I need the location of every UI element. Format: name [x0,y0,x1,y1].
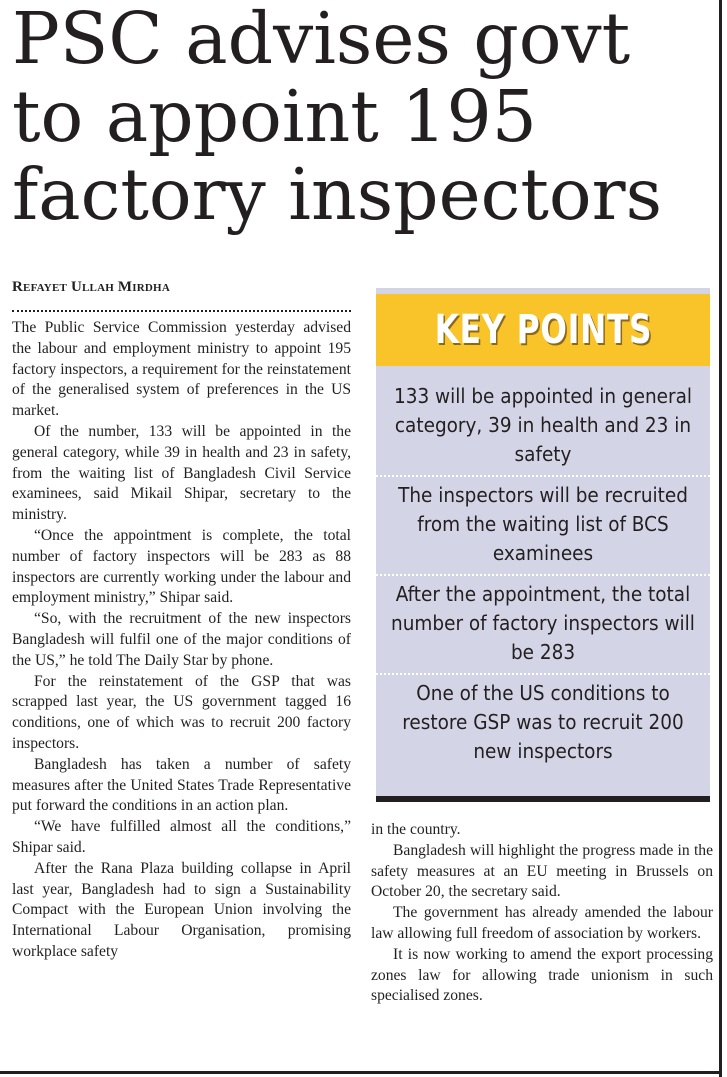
key-points-list [376,378,710,772]
page-edge-right [719,0,722,1077]
key-points-header [376,294,710,366]
key-points-title: KEY POINTS [434,307,652,353]
paragraph: Bangladesh will highlight the progress made in the safety measures at an EU meeting in Brussels on October 20, the secretary said. [371,841,713,901]
article-column-1 [12,318,351,963]
page-edge-bottom [0,1071,722,1074]
key-point: After the appointment, the total number of factory inspectors will be 283 [376,574,710,673]
key-point: The inspectors will be recruited from the waiting list of BCS examinees [376,475,710,574]
paragraph: “We have fulfilled almost all the conditions,” Shipar said. [12,818,351,856]
paragraph: “Once the appointment is complete, the total number of factory inspectors will be 283 as 88 inspectors are currently working under the labour and employment ministry,” Shipar said. [12,526,351,607]
paragraph: After the Rana Plaza building collapse in April last year, Bangladesh had to sign a Sustainability Compact with the European Union involving the International Labour Organisation, promising workplace safety [12,859,351,960]
paragraph: For the reinstatement of the GSP that was scrapped last year, the US government tagged 16 conditions, one of which was to recruit 200 factory inspectors. [12,672,351,752]
key-point: 133 will be appointed in general category, 39 in health and 23 in safety [393,384,693,466]
headline: PSC advises govt to appoint 195 factory inspectors [12,0,663,236]
key-point: One of the US conditions to restore GSP was to recruit 200 new inspectors [376,673,710,772]
paragraph: The Public Service Commission yesterday advised the labour and employment ministry to appoint 195 factory inspectors, a requirement for the reinstatement of the generalised system of preferences in the US market. [12,319,351,420]
byline: Refayet Ullah Mirdha [12,279,170,295]
key-points-box [376,288,710,802]
article-column-2 [371,820,713,1007]
byline-divider [12,310,351,312]
paragraph: in the country. [371,821,461,838]
paragraph: It is now working to amend the export processing zones law for allowing trade unionism in such specialised zones. [371,945,713,1005]
paragraph: The government has already amended the labour law allowing full freedom of association by workers. [371,904,713,942]
paragraph: Bangladesh has taken a number of safety measures after the United States Trade Representative put forward the conditions in an action plan. [12,755,351,815]
paragraph: “So, with the recruitment of the new inspectors Bangladesh will fulfil one of the major conditions of the US,” he told The Daily Star by phone. [12,610,351,669]
paragraph: Of the number, 133 will be appointed in the general category, while 39 in health and 23 in safety, from the waiting list of Bangladesh Civil Service examinees, said Mikail Shipar, secretary to the ministry. [12,422,351,524]
